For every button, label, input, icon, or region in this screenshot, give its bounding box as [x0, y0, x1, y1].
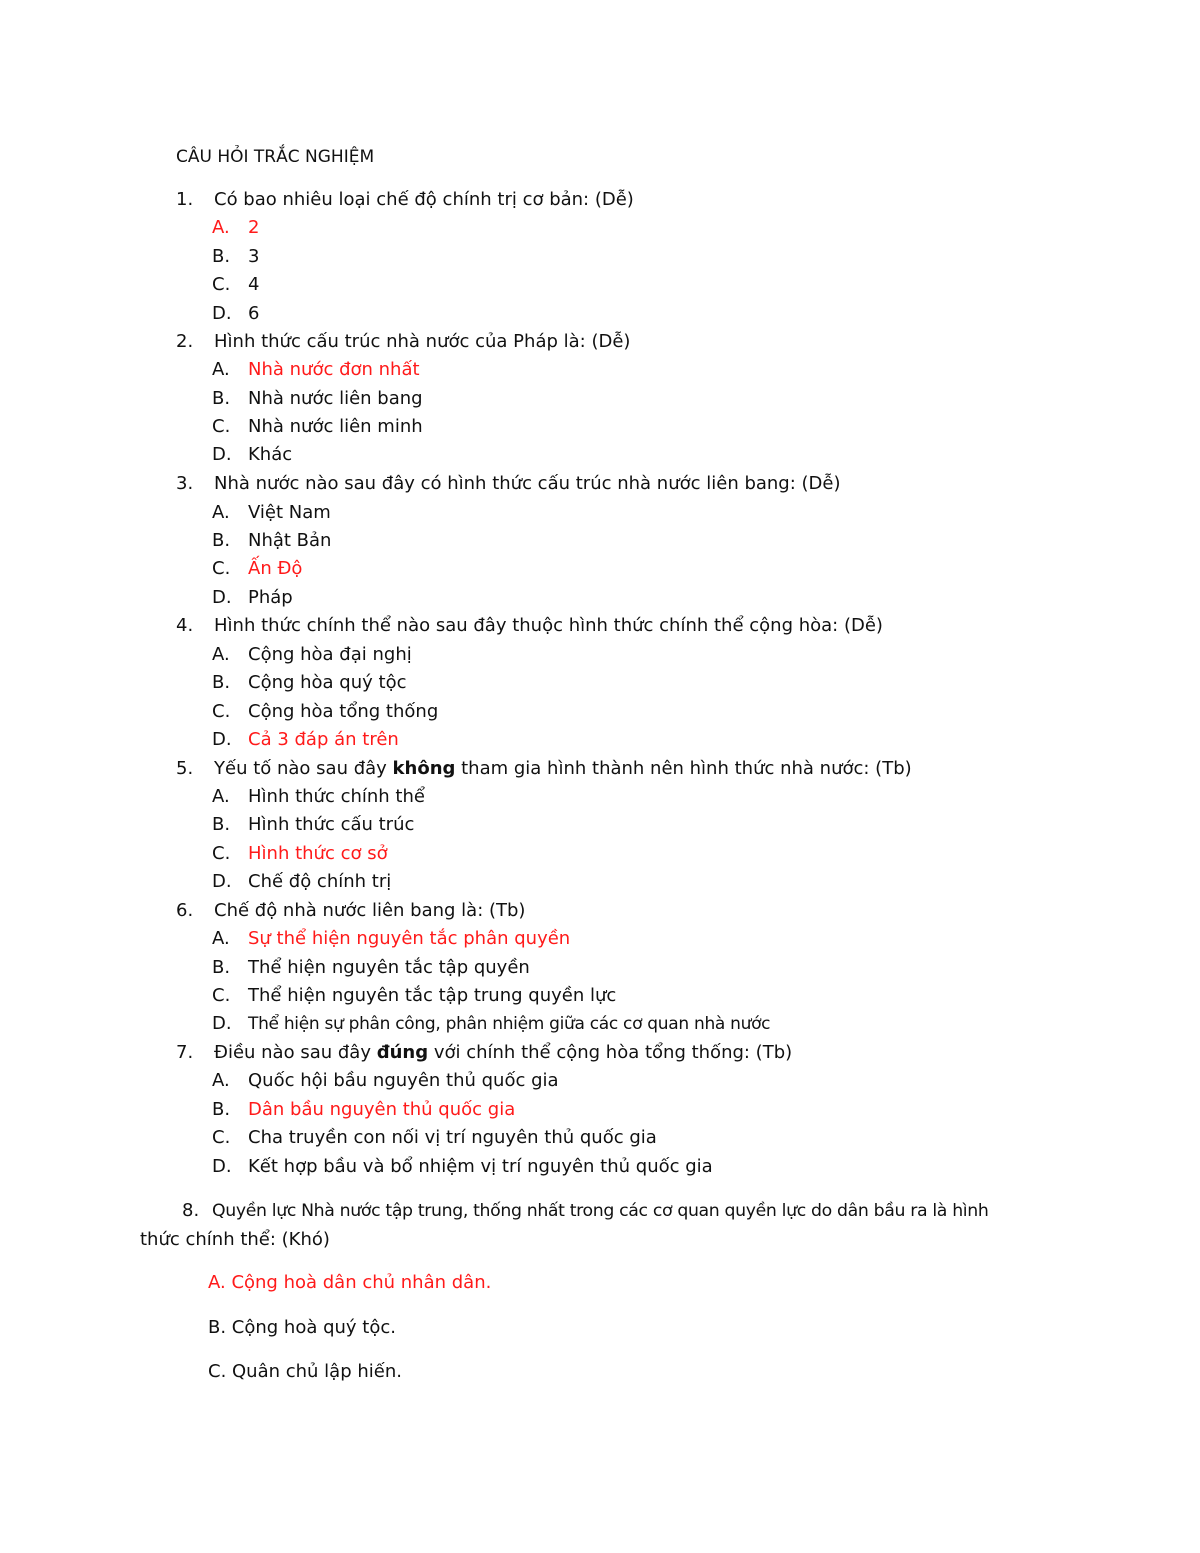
question-number: 4.	[176, 615, 194, 636]
option-letter: A.	[212, 644, 230, 665]
question-number: 1.	[176, 189, 194, 210]
option-letter: A.	[212, 217, 230, 238]
question-text: Nhà nước nào sau đây có hình thức cấu trúc nhà nước liên bang: (Dễ)	[214, 473, 841, 494]
question-text: Có bao nhiêu loại chế độ chính trị cơ bản: (Dễ)	[214, 189, 634, 210]
question-text-after: với chính thể cộng hòa tổng thống: (Tb)	[428, 1042, 793, 1063]
option-letter: D.	[212, 444, 232, 465]
option-letter: C.	[212, 416, 231, 437]
question-text-emphasis: không	[392, 758, 456, 779]
question-text-before: Yếu tố nào sau đây	[214, 758, 393, 779]
option-text: Chế độ chính trị	[248, 871, 392, 892]
question-text-emphasis: đúng	[376, 1042, 429, 1063]
question-number: 7.	[176, 1042, 194, 1063]
option-8a: A. Cộng hoà dân chủ nhân dân.	[208, 1272, 492, 1293]
option-text: Hình thức chính thể	[248, 786, 425, 807]
option-letter: B.	[212, 246, 231, 267]
option-text: Thể hiện nguyên tắc tập quyền	[248, 957, 530, 978]
option-letter: B.	[212, 388, 231, 409]
option-text: 6	[248, 303, 260, 324]
option-text: Nhật Bản	[248, 530, 332, 551]
option-text: Khác	[248, 444, 293, 465]
option-letter: D.	[212, 871, 232, 892]
option-text: 2	[248, 217, 260, 238]
page-title: CÂU HỎI TRẮC NGHIỆM	[176, 147, 375, 167]
option-text: 4	[248, 274, 260, 295]
option-letter: C.	[212, 1127, 231, 1148]
option-letter: A.	[212, 359, 230, 380]
question-number: 2.	[176, 331, 194, 352]
option-text: Hình thức cấu trúc	[248, 814, 415, 835]
option-8b: B. Cộng hoà quý tộc.	[208, 1317, 396, 1338]
option-letter: C.	[212, 701, 231, 722]
option-8c: C. Quân chủ lập hiến.	[208, 1361, 402, 1382]
option-letter: C.	[212, 985, 231, 1006]
question-text: Hình thức chính thể nào sau đây thuộc hình thức chính thể cộng hòa: (Dễ)	[214, 615, 883, 636]
option-letter: D.	[212, 303, 232, 324]
question-text: Chế độ nhà nước liên bang là: (Tb)	[214, 900, 526, 921]
question-number: 8.	[182, 1200, 200, 1221]
option-text: Pháp	[248, 587, 293, 608]
option-text: Cộng hòa tổng thống	[248, 701, 439, 722]
option-text: Cộng hòa đại nghị	[248, 644, 412, 665]
question-number: 5.	[176, 758, 194, 779]
option-text: Dân bầu nguyên thủ quốc gia	[248, 1099, 516, 1120]
option-letter: A.	[212, 502, 230, 523]
option-letter: C.	[212, 274, 231, 295]
option-letter: D.	[212, 587, 232, 608]
option-letter: A.	[212, 786, 230, 807]
option-text: Kết hợp bầu và bổ nhiệm vị trí nguyên thủ quốc gia	[248, 1156, 713, 1177]
option-text: Cha truyền con nối vị trí nguyên thủ quốc gia	[248, 1127, 657, 1148]
question-text	[214, 757, 912, 781]
option-text: Thể hiện sự phân công, phân nhiệm giữa các cơ quan nhà nước	[248, 1014, 771, 1034]
question-text-after: tham gia hình thành nên hình thức nhà nước: (Tb)	[455, 758, 912, 779]
option-text: Nhà nước liên bang	[248, 388, 423, 409]
question-number: 3.	[176, 473, 194, 494]
question-text-line1: Quyền lực Nhà nước tập trung, thống nhất trong các cơ quan quyền lực do dân bầu ra là hình	[212, 1201, 989, 1221]
option-text: Cộng hòa quý tộc	[248, 672, 407, 693]
option-text: Sự thể hiện nguyên tắc phân quyền	[248, 928, 571, 949]
option-text: 3	[248, 246, 260, 267]
option-text: Cả 3 đáp án trên	[248, 729, 399, 750]
option-letter: D.	[212, 1013, 232, 1034]
question-text: Hình thức cấu trúc nhà nước của Pháp là: (Dễ)	[214, 331, 631, 352]
question-number: 6.	[176, 900, 194, 921]
option-text: Nhà nước liên minh	[248, 416, 423, 437]
option-letter: B.	[212, 672, 231, 693]
option-letter: B.	[212, 1099, 231, 1120]
question-8-line2: thức chính thể: (Khó)	[140, 1229, 330, 1250]
option-letter: A.	[212, 928, 230, 949]
option-text: Ấn Độ	[248, 558, 303, 579]
option-letter: A.	[212, 1070, 230, 1091]
option-letter: C.	[212, 843, 231, 864]
option-letter: C.	[212, 558, 231, 579]
option-letter: B.	[212, 530, 231, 551]
option-text: Hình thức cơ sở	[248, 843, 388, 864]
question-8	[182, 1199, 1042, 1223]
option-text: Quốc hội bầu nguyên thủ quốc gia	[248, 1070, 559, 1091]
option-letter: B.	[212, 814, 231, 835]
option-text: Thể hiện nguyên tắc tập trung quyền lực	[248, 985, 617, 1006]
question-text	[214, 1041, 792, 1065]
option-letter: D.	[212, 1156, 232, 1177]
option-letter: D.	[212, 729, 232, 750]
option-text: Việt Nam	[248, 502, 331, 523]
option-text: Nhà nước đơn nhất	[248, 359, 420, 380]
question-text-before: Điều nào sau đây	[214, 1042, 377, 1063]
option-letter: B.	[212, 957, 231, 978]
